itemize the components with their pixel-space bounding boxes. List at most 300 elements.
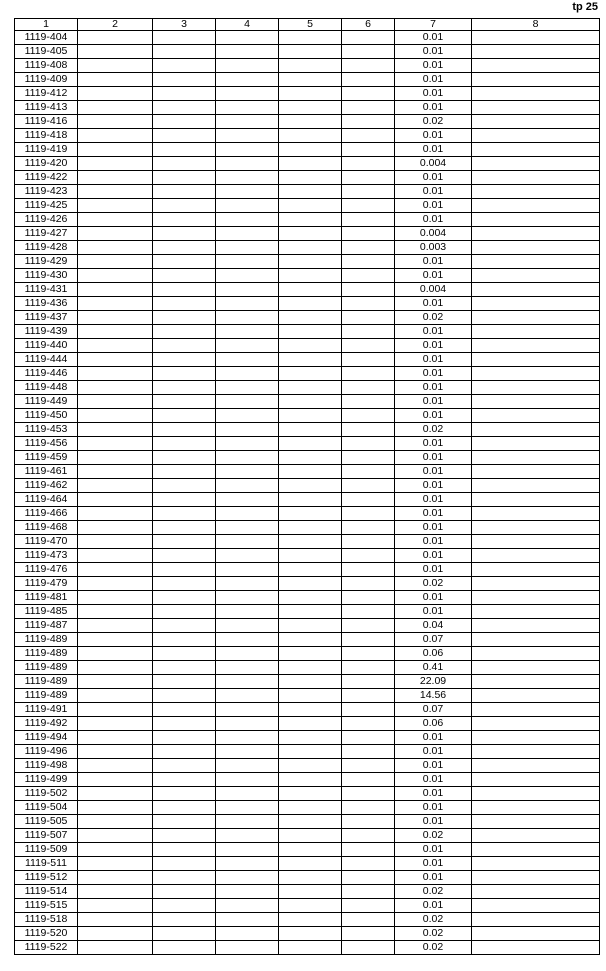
table-row (15, 87, 600, 101)
code-cell: 1119-430 (15, 269, 78, 283)
empty-cell (279, 311, 342, 325)
code-cell: 1119-489 (15, 661, 78, 675)
empty-cell (153, 213, 216, 227)
table-row (15, 241, 600, 255)
empty-cell (216, 801, 279, 815)
empty-cell (279, 689, 342, 703)
code-cell: 1119-431 (15, 283, 78, 297)
empty-cell (472, 171, 600, 185)
code-cell: 1119-426 (15, 213, 78, 227)
empty-cell (216, 941, 279, 955)
empty-cell (279, 87, 342, 101)
empty-cell (153, 283, 216, 297)
empty-cell (153, 143, 216, 157)
empty-cell (472, 577, 600, 591)
table-row (15, 871, 600, 885)
empty-cell (279, 829, 342, 843)
code-cell: 1119-437 (15, 311, 78, 325)
empty-cell (78, 101, 153, 115)
empty-cell (216, 773, 279, 787)
empty-cell (342, 941, 395, 955)
value-cell: 0.01 (395, 801, 472, 815)
code-cell: 1119-476 (15, 563, 78, 577)
code-cell: 1119-404 (15, 31, 78, 45)
empty-cell (78, 815, 153, 829)
empty-cell (279, 255, 342, 269)
value-cell: 0.01 (395, 563, 472, 577)
empty-cell (472, 675, 600, 689)
empty-cell (279, 493, 342, 507)
empty-cell (472, 745, 600, 759)
empty-cell (342, 367, 395, 381)
empty-cell (279, 885, 342, 899)
empty-cell (342, 745, 395, 759)
empty-cell (78, 227, 153, 241)
value-cell: 0.41 (395, 661, 472, 675)
table-row (15, 633, 600, 647)
empty-cell (342, 157, 395, 171)
empty-cell (153, 325, 216, 339)
code-cell: 1119-446 (15, 367, 78, 381)
empty-cell (153, 451, 216, 465)
empty-cell (279, 339, 342, 353)
empty-cell (78, 31, 153, 45)
value-cell: 0.01 (395, 479, 472, 493)
value-cell: 0.01 (395, 185, 472, 199)
empty-cell (472, 269, 600, 283)
code-cell: 1119-468 (15, 521, 78, 535)
empty-cell (342, 493, 395, 507)
value-cell: 0.01 (395, 171, 472, 185)
value-cell: 0.01 (395, 759, 472, 773)
empty-cell (78, 367, 153, 381)
empty-cell (153, 227, 216, 241)
empty-cell (78, 213, 153, 227)
empty-cell (472, 339, 600, 353)
value-cell: 0.06 (395, 647, 472, 661)
table-row (15, 171, 600, 185)
empty-cell (216, 829, 279, 843)
empty-cell (342, 871, 395, 885)
empty-cell (78, 535, 153, 549)
empty-cell (279, 661, 342, 675)
empty-cell (472, 507, 600, 521)
empty-cell (153, 801, 216, 815)
empty-cell (78, 941, 153, 955)
table-row (15, 549, 600, 563)
value-cell: 0.02 (395, 913, 472, 927)
empty-cell (216, 143, 279, 157)
empty-cell (342, 325, 395, 339)
empty-cell (279, 857, 342, 871)
empty-cell (216, 633, 279, 647)
empty-cell (153, 591, 216, 605)
value-cell: 0.004 (395, 283, 472, 297)
column-header: 3 (153, 19, 216, 31)
empty-cell (78, 521, 153, 535)
empty-cell (153, 871, 216, 885)
empty-cell (78, 465, 153, 479)
empty-cell (472, 759, 600, 773)
empty-cell (153, 493, 216, 507)
empty-cell (279, 941, 342, 955)
value-cell: 0.01 (395, 297, 472, 311)
table-row (15, 941, 600, 955)
table-row (15, 703, 600, 717)
code-cell: 1119-489 (15, 633, 78, 647)
empty-cell (342, 633, 395, 647)
value-cell: 0.01 (395, 871, 472, 885)
code-cell: 1119-464 (15, 493, 78, 507)
empty-cell (216, 241, 279, 255)
empty-cell (216, 59, 279, 73)
empty-cell (279, 591, 342, 605)
empty-cell (342, 675, 395, 689)
empty-cell (279, 269, 342, 283)
empty-cell (472, 563, 600, 577)
empty-cell (78, 605, 153, 619)
empty-cell (472, 885, 600, 899)
empty-cell (342, 213, 395, 227)
empty-cell (472, 129, 600, 143)
table-row (15, 591, 600, 605)
empty-cell (472, 101, 600, 115)
code-cell: 1119-515 (15, 899, 78, 913)
empty-cell (153, 59, 216, 73)
value-cell: 0.02 (395, 115, 472, 129)
empty-cell (216, 507, 279, 521)
empty-cell (279, 619, 342, 633)
empty-cell (78, 283, 153, 297)
table-row (15, 913, 600, 927)
empty-cell (279, 465, 342, 479)
empty-cell (342, 297, 395, 311)
empty-cell (279, 227, 342, 241)
empty-cell (153, 199, 216, 213)
empty-cell (78, 787, 153, 801)
empty-cell (342, 31, 395, 45)
empty-cell (78, 913, 153, 927)
code-cell: 1119-498 (15, 759, 78, 773)
empty-cell (342, 451, 395, 465)
empty-cell (216, 129, 279, 143)
empty-cell (472, 591, 600, 605)
empty-cell (153, 899, 216, 913)
empty-cell (78, 591, 153, 605)
value-cell: 0.01 (395, 213, 472, 227)
empty-cell (153, 255, 216, 269)
page-identifier: tp 25 (572, 1, 598, 13)
empty-cell (216, 843, 279, 857)
empty-cell (342, 829, 395, 843)
empty-cell (279, 521, 342, 535)
empty-cell (279, 129, 342, 143)
empty-cell (342, 521, 395, 535)
empty-cell (342, 199, 395, 213)
empty-cell (216, 857, 279, 871)
empty-cell (216, 185, 279, 199)
value-cell: 0.02 (395, 577, 472, 591)
empty-cell (279, 759, 342, 773)
empty-cell (216, 381, 279, 395)
empty-cell (342, 591, 395, 605)
value-cell: 0.02 (395, 941, 472, 955)
empty-cell (78, 899, 153, 913)
empty-cell (153, 661, 216, 675)
empty-cell (472, 605, 600, 619)
table-row (15, 829, 600, 843)
empty-cell (153, 703, 216, 717)
empty-cell (153, 409, 216, 423)
empty-cell (342, 801, 395, 815)
empty-cell (216, 549, 279, 563)
empty-cell (472, 311, 600, 325)
empty-cell (472, 227, 600, 241)
value-cell: 0.06 (395, 717, 472, 731)
empty-cell (279, 899, 342, 913)
empty-cell (153, 633, 216, 647)
table-row (15, 339, 600, 353)
code-cell: 1119-459 (15, 451, 78, 465)
empty-cell (153, 241, 216, 255)
empty-cell (279, 31, 342, 45)
empty-cell (342, 479, 395, 493)
value-cell: 0.01 (395, 731, 472, 745)
table-row (15, 493, 600, 507)
empty-cell (472, 661, 600, 675)
value-cell: 0.01 (395, 255, 472, 269)
empty-cell (279, 143, 342, 157)
empty-cell (279, 451, 342, 465)
empty-cell (279, 213, 342, 227)
value-cell: 0.01 (395, 451, 472, 465)
table-row (15, 353, 600, 367)
empty-cell (153, 717, 216, 731)
empty-cell (279, 171, 342, 185)
empty-cell (279, 409, 342, 423)
empty-cell (472, 423, 600, 437)
empty-cell (78, 703, 153, 717)
empty-cell (279, 59, 342, 73)
empty-cell (78, 129, 153, 143)
empty-cell (78, 409, 153, 423)
empty-cell (472, 731, 600, 745)
empty-cell (342, 241, 395, 255)
empty-cell (153, 465, 216, 479)
table-row (15, 787, 600, 801)
value-cell: 0.02 (395, 311, 472, 325)
value-cell: 0.01 (395, 269, 472, 283)
empty-cell (342, 171, 395, 185)
code-cell: 1119-453 (15, 423, 78, 437)
table-row (15, 311, 600, 325)
table-row (15, 577, 600, 591)
empty-cell (216, 269, 279, 283)
empty-cell (342, 395, 395, 409)
table-row (15, 73, 600, 87)
code-cell: 1119-504 (15, 801, 78, 815)
empty-cell (78, 395, 153, 409)
empty-cell (153, 647, 216, 661)
table-row (15, 255, 600, 269)
empty-cell (216, 437, 279, 451)
empty-cell (279, 479, 342, 493)
empty-cell (78, 423, 153, 437)
table-row (15, 283, 600, 297)
empty-cell (78, 87, 153, 101)
empty-cell (153, 731, 216, 745)
table-body (15, 31, 600, 955)
empty-cell (216, 115, 279, 129)
empty-cell (78, 619, 153, 633)
value-cell: 0.01 (395, 745, 472, 759)
table-row (15, 115, 600, 129)
value-cell: 0.01 (395, 465, 472, 479)
value-cell: 0.01 (395, 521, 472, 535)
empty-cell (279, 913, 342, 927)
column-header: 6 (342, 19, 395, 31)
empty-cell (153, 171, 216, 185)
table-row (15, 129, 600, 143)
empty-cell (153, 941, 216, 955)
code-cell: 1119-412 (15, 87, 78, 101)
empty-cell (78, 493, 153, 507)
empty-cell (153, 759, 216, 773)
empty-cell (342, 787, 395, 801)
empty-cell (216, 871, 279, 885)
empty-cell (78, 115, 153, 129)
code-cell: 1119-489 (15, 675, 78, 689)
table-row (15, 857, 600, 871)
empty-cell (342, 465, 395, 479)
empty-cell (342, 143, 395, 157)
empty-cell (153, 689, 216, 703)
empty-cell (216, 913, 279, 927)
value-cell: 0.01 (395, 437, 472, 451)
code-cell: 1119-481 (15, 591, 78, 605)
table-row (15, 689, 600, 703)
empty-cell (216, 45, 279, 59)
code-cell: 1119-408 (15, 59, 78, 73)
empty-cell (472, 479, 600, 493)
column-header: 4 (216, 19, 279, 31)
empty-cell (279, 101, 342, 115)
value-cell: 14.56 (395, 689, 472, 703)
empty-cell (78, 353, 153, 367)
empty-cell (78, 689, 153, 703)
value-cell: 0.01 (395, 129, 472, 143)
table-row (15, 59, 600, 73)
empty-cell (342, 773, 395, 787)
empty-cell (472, 143, 600, 157)
table-row (15, 745, 600, 759)
empty-cell (78, 885, 153, 899)
value-cell: 0.01 (395, 815, 472, 829)
empty-cell (216, 745, 279, 759)
empty-cell (153, 381, 216, 395)
table-row (15, 521, 600, 535)
empty-cell (472, 353, 600, 367)
empty-cell (216, 73, 279, 87)
empty-cell (153, 745, 216, 759)
empty-cell (78, 255, 153, 269)
empty-cell (342, 409, 395, 423)
empty-cell (216, 717, 279, 731)
empty-cell (153, 31, 216, 45)
table-row (15, 759, 600, 773)
empty-cell (342, 101, 395, 115)
table-row (15, 157, 600, 171)
code-cell: 1119-489 (15, 647, 78, 661)
code-cell: 1119-462 (15, 479, 78, 493)
column-header: 1 (15, 19, 78, 31)
empty-cell (472, 633, 600, 647)
empty-cell (472, 619, 600, 633)
empty-cell (472, 801, 600, 815)
empty-cell (78, 185, 153, 199)
code-cell: 1119-413 (15, 101, 78, 115)
empty-cell (342, 717, 395, 731)
empty-cell (153, 843, 216, 857)
empty-cell (78, 927, 153, 941)
empty-cell (342, 885, 395, 899)
table-row (15, 101, 600, 115)
empty-cell (78, 857, 153, 871)
empty-cell (216, 423, 279, 437)
empty-cell (342, 381, 395, 395)
empty-cell (472, 45, 600, 59)
empty-cell (216, 661, 279, 675)
value-cell: 0.01 (395, 101, 472, 115)
value-cell: 0.01 (395, 899, 472, 913)
empty-cell (342, 647, 395, 661)
empty-cell (153, 73, 216, 87)
code-cell: 1119-466 (15, 507, 78, 521)
empty-cell (472, 297, 600, 311)
empty-cell (279, 605, 342, 619)
value-cell: 0.01 (395, 591, 472, 605)
table-row (15, 437, 600, 451)
empty-cell (153, 479, 216, 493)
value-cell: 0.003 (395, 241, 472, 255)
code-cell: 1119-520 (15, 927, 78, 941)
value-cell: 0.01 (395, 353, 472, 367)
empty-cell (342, 731, 395, 745)
code-cell: 1119-450 (15, 409, 78, 423)
code-cell: 1119-456 (15, 437, 78, 451)
empty-cell (153, 549, 216, 563)
value-cell: 0.01 (395, 45, 472, 59)
empty-cell (216, 465, 279, 479)
code-cell: 1119-427 (15, 227, 78, 241)
empty-cell (342, 227, 395, 241)
empty-cell (472, 395, 600, 409)
empty-cell (472, 255, 600, 269)
value-cell: 22.09 (395, 675, 472, 689)
empty-cell (216, 171, 279, 185)
empty-cell (279, 353, 342, 367)
empty-cell (78, 633, 153, 647)
empty-cell (153, 297, 216, 311)
empty-cell (153, 101, 216, 115)
table-row (15, 269, 600, 283)
code-cell: 1119-419 (15, 143, 78, 157)
code-cell: 1119-425 (15, 199, 78, 213)
empty-cell (342, 185, 395, 199)
table-row (15, 843, 600, 857)
empty-cell (78, 675, 153, 689)
empty-cell (216, 353, 279, 367)
